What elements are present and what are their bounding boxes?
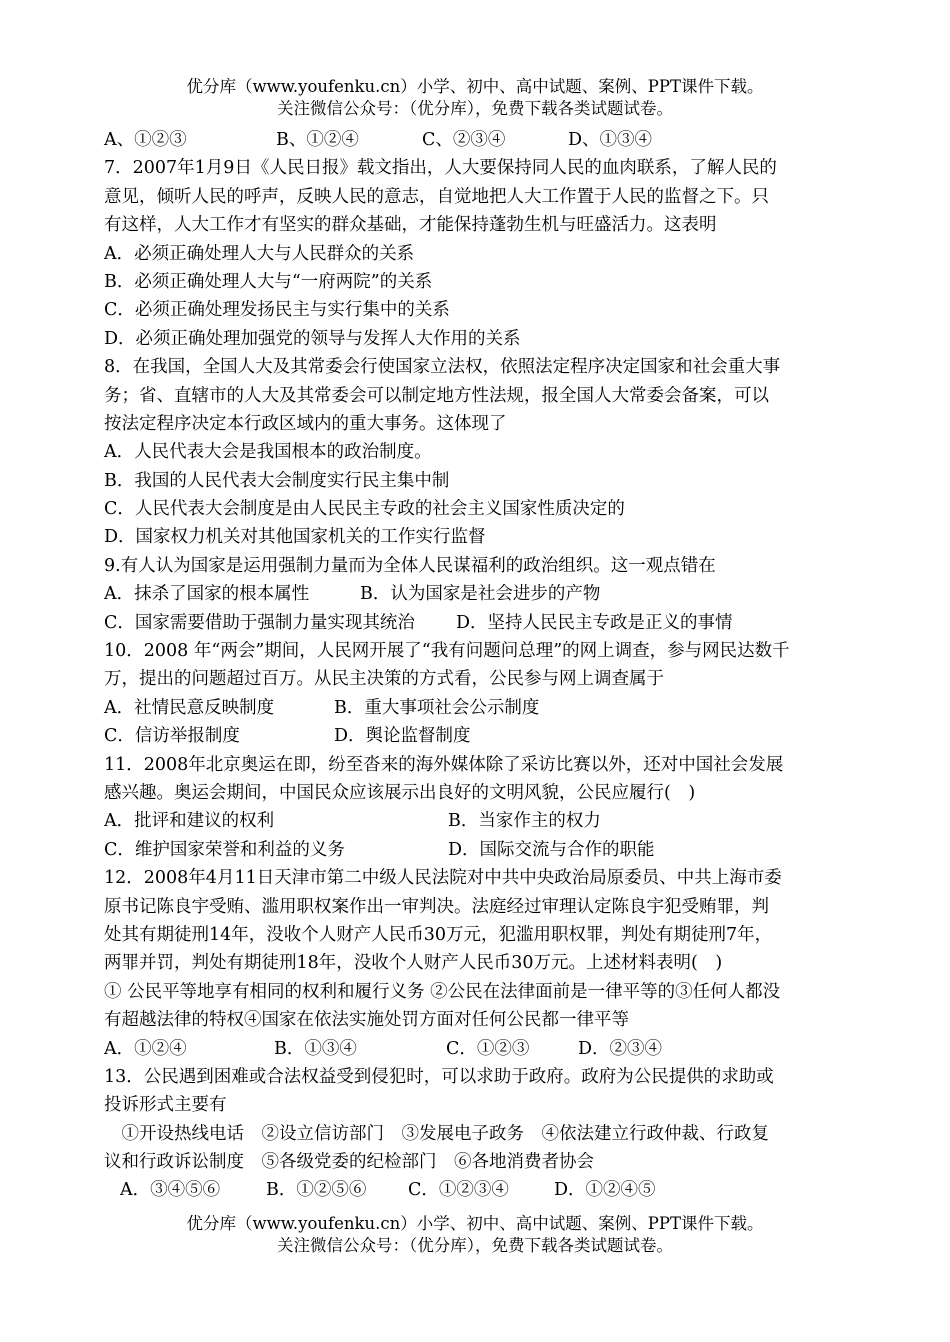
question-6-options — [104, 126, 844, 154]
q12-stem-line: 12．2008年4月11日天津市第二中级人民法院对中共中央政治局原委员、中共上海市委 — [104, 868, 782, 889]
question-9 — [104, 552, 844, 637]
q12-stem-line: 原书记陈良宇受贿、滥用职权案作出一审判决。法庭经过审理认定陈良宇犯受贿罪，判 — [104, 896, 769, 917]
q8-option-d: D．国家权力机关对其他国家机关的工作实行监督 — [104, 527, 486, 548]
q9-option-b: B．认为国家是社会进步的产物 — [360, 584, 601, 605]
q10-option-a: A．社情民意反映制度 — [104, 697, 275, 718]
q8-option-c: C．人民代表大会制度是由人民民主专政的社会主义国家性质决定的 — [104, 499, 625, 520]
q7-stem-line: 意见，倾听人民的呼声，反映人民的意志，自觉地把人大工作置于人民的监督之下。只 — [104, 186, 769, 207]
q13-stem-line: 投诉形式主要有 — [104, 1095, 227, 1116]
q12-option-d: D．②③④ — [578, 1038, 663, 1059]
q7-stem-line: 有这样，人大工作才有坚实的群众基础，才能保持蓬勃生机与旺盛活力。这表明 — [104, 215, 717, 236]
q9-option-d: D．坚持人民民主专政是正义的事情 — [456, 612, 733, 633]
q9-options-row-1 — [104, 580, 844, 608]
q8-option-b: B．我国的人民代表大会制度实行民主集中制 — [104, 470, 450, 491]
q13-stem-line: ①开设热线电话 ②设立信访部门 ③发展电子政务 ④依法建立行政仲裁、行政复 — [104, 1123, 769, 1144]
q13-option-c: C．①②③④ — [408, 1180, 509, 1201]
q10-option-b: B．重大事项社会公示制度 — [334, 697, 540, 718]
q7-option-a: A．必须正确处理人大与人民群众的关系 — [104, 243, 415, 264]
q11-options-row-1 — [104, 807, 844, 835]
q12-stem-line: 两罪并罚，判处有期徒刑18年，没收个人财产人民币30万元。上述材料表明( ) — [104, 953, 723, 974]
q9-stem-line: 9.有人认为国家是运用强制力量而为全体人民谋福利的政治组织。这一观点错在 — [104, 555, 716, 576]
q12-options — [104, 1035, 844, 1063]
q8-stem-line: 8．在我国，全国人大及其常委会行使国家立法权，依照法定程序决定国家和社会重大事 — [104, 357, 781, 378]
question-7 — [104, 154, 844, 353]
question-content — [104, 126, 844, 1205]
q13-options — [104, 1176, 844, 1204]
q12-stem-line: ① 公民平等地享有相同的权利和履行义务 ②公民在法律面前是一律平等的③任何人都没 — [104, 981, 781, 1002]
q10-stem-line: 万，提出的问题超过百万。从民主决策的方式看，公民参与网上调查属于 — [104, 669, 664, 690]
q10-stem-line: 10．2008 年“两会”期间，人民网开展了“我有问题问总理”的网上调查，参与网民达数千 — [104, 641, 790, 662]
q11-stem-line: 感兴趣。奥运会期间，中国民众应该展示出良好的文明风貌，公民应履行( ) — [104, 782, 696, 803]
q10-option-d: D．舆论监督制度 — [334, 726, 471, 747]
q13-option-a: A．③④⑤⑥ — [120, 1180, 221, 1201]
q6-option-d: D、①③④ — [568, 130, 653, 150]
q7-stem-line: 7．2007年1月9日《人民日报》载文指出，人大要保持同人民的血肉联系，了解人民的 — [104, 158, 777, 179]
q8-option-a: A．人民代表大会是我国根本的政治制度。 — [104, 442, 432, 463]
q12-stem-line: 处其有期徒刑14年，没收个人财产人民币30万元，犯滥用职权罪，判处有期徒刑7年， — [104, 924, 773, 945]
q8-stem-line: 按法定程序决定本行政区域内的重大事务。这体现了 — [104, 413, 507, 434]
q11-option-a: A．批评和建议的权利 — [104, 811, 275, 832]
question-10 — [104, 637, 844, 751]
page-header — [0, 76, 950, 120]
q13-option-b: B．①②⑤⑥ — [266, 1180, 367, 1201]
header-line-1: 优分库（www.youfenku.cn）小学、初中、高中试题、案例、PPT课件下载。 — [186, 77, 764, 96]
q6-option-c: C、②③④ — [422, 130, 506, 150]
q13-option-d: D．①②④⑤ — [554, 1180, 656, 1201]
q11-option-d: D．国际交流与合作的职能 — [448, 839, 655, 860]
header-line-2: 关注微信公众号：（优分库），免费下载各类试题试卷。 — [277, 99, 673, 118]
footer-line-1: 优分库（www.youfenku.cn）小学、初中、高中试题、案例、PPT课件下载。 — [186, 1214, 764, 1233]
q10-options-row-2 — [104, 722, 844, 750]
q11-option-c: C．维护国家荣誉和利益的义务 — [104, 839, 345, 860]
q11-option-b: B．当家作主的权力 — [448, 811, 601, 832]
q9-option-c: C．国家需要借助于强制力量实现其统治 — [104, 612, 415, 633]
q8-stem-line: 务；省、直辖市的人大及其常委会可以制定地方性法规，报全国人大常委会备案，可以 — [104, 385, 769, 406]
q10-options-row-1 — [104, 694, 844, 722]
question-11 — [104, 751, 844, 865]
q10-option-c: C．信访举报制度 — [104, 726, 240, 747]
q12-option-c: C．①②③ — [446, 1038, 530, 1059]
q13-stem-line: 13．公民遇到困难或合法权益受到侵犯时，可以求助于政府。政府为公民提供的求助或 — [104, 1066, 774, 1087]
q11-options-row-2 — [104, 836, 844, 864]
page-footer — [0, 1213, 950, 1257]
question-13 — [104, 1063, 844, 1205]
q12-option-a: A．①②④ — [104, 1038, 187, 1059]
q7-option-d: D．必须正确处理加强党的领导与发挥人大作用的关系 — [104, 328, 521, 349]
q6-option-b: B、①②④ — [276, 130, 359, 150]
q9-options-row-2 — [104, 609, 844, 637]
q7-option-c: C．必须正确处理发扬民主与实行集中的关系 — [104, 300, 450, 321]
q11-stem-line: 11．2008年北京奥运在即，纷至沓来的海外媒体除了采访比赛以外，还对中国社会发展 — [104, 754, 784, 775]
q12-option-b: B．①③④ — [274, 1038, 357, 1059]
q9-option-a: A．抹杀了国家的根本属性 — [104, 584, 310, 605]
q13-stem-line: 议和行政诉讼制度 ⑤各级党委的纪检部门 ⑥各地消费者协会 — [104, 1152, 594, 1173]
question-12 — [104, 864, 844, 1063]
question-8 — [104, 353, 844, 552]
q12-stem-line: 有超越法律的特权④国家在依法实施处罚方面对任何公民都一律平等 — [104, 1010, 629, 1031]
q6-option-a: A、①②③ — [104, 130, 187, 150]
footer-line-2: 关注微信公众号：（优分库），免费下载各类试题试卷。 — [277, 1236, 673, 1255]
q7-option-b: B．必须正确处理人大与“一府两院”的关系 — [104, 271, 433, 292]
